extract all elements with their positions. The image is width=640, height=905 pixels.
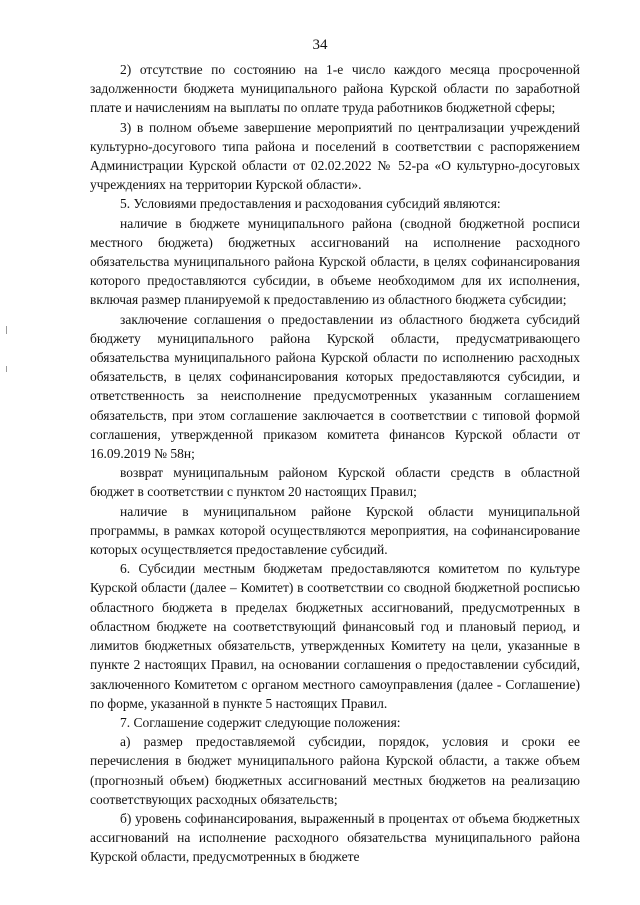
page-number: 34 [312,37,328,53]
scan-artifact-mark [6,326,7,334]
paragraph-item-a: а) размер предоставляемой субсидии, порядок, условия и сроки ее перечисления в бюджет муниципального района Курской области, а также объем (прогнозный объем) бюджетных ассигнований местных бюджетов на реализацию соответствующих расходных обязательств; [90,734,580,807]
document-body [90,60,580,867]
scan-artifact-mark [6,366,7,372]
paragraph-section-5-heading: 5. Условиями предоставления и расходования субсидий являются: [120,196,501,212]
paragraph-condition-agreement: заключение соглашения о предоставлении из областного бюджета субсидий бюджету муниципального района Курской области, предусматривающего обязательства муниципального района Курской области по исполнению расходных обязательств, в целях софинансирования которых предоставляются субсидии, и ответственность за неисполнение предусмотренных указанным соглашением обязательств, при этом соглашение заключается в соответствии с типовой формой соглашения, утвержденной приказом комитета финансов Курской области от 16.09.2019 № 58н; [90,311,580,462]
paragraph-item-2: 2) отсутствие по состоянию на 1-е число каждого месяца просроченной задолженности бюджета муниципального района Курской области по заработной плате и начислениям на выплаты по оплате труда работников бюджетной сферы; [90,62,580,116]
paragraph-condition-program: наличие в муниципальном районе Курской области муниципальной программы, в рамках которой осуществляются мероприятия, на софинансирование которых осуществляется предоставление субсидий. [90,503,580,558]
paragraph-item-3: 3) в полном объеме завершение мероприятий по централизации учреждений культурно-досугового типа района и поселений в соответствии с распоряжением Администрации Курской области от 02.02.2022 № 52-ра «О культурно-досуговых учреждениях на территории Курской области». [90,119,580,193]
paragraph-item-b: б) уровень софинансирования, выраженный в процентах от объема бюджетных ассигнований на исполнение расходного обязательства муниципального района Курской области, предусмотренных в бюджете [90,810,580,865]
paragraph-condition-budget: наличие в бюджете муниципального района (сводной бюджетной росписи местного бюджета) бюджетных ассигнований на исполнение расходного обязательства муниципального района Курской области, в целях софинансирования которого предоставляются субсидии, в объеме необходимом для их исполнения, включая размер планируемой к предоставлению из областного бюджета субсидии; [90,215,580,308]
paragraph-condition-return: возврат муниципальным районом Курской области средств в областной бюджет в соответствии с пунктом 20 настоящих Правил; [90,465,580,500]
paragraph-section-7-heading: 7. Соглашение содержит следующие положения: [120,714,401,730]
paragraph-section-6: 6. Субсидии местным бюджетам предоставляются комитетом по культуре Курской области (далее – Комитет) в соответствии со сводной бюджетной росписью областного бюджета в пределах бюджетных ассигнований, предусмотренных в областном бюджете на соответствующий финансовый год и плановый период, и лимитов бюджетных обязательств, утвержденных Комитету на цели, указанные в пункте 2 настоящих Правил, на основании соглашения о предоставлении субсидий, заключенного Комитетом с органом местного самоуправления (далее - Соглашение) по форме, указанной в пункте 5 настоящих Правил. [90,561,580,711]
